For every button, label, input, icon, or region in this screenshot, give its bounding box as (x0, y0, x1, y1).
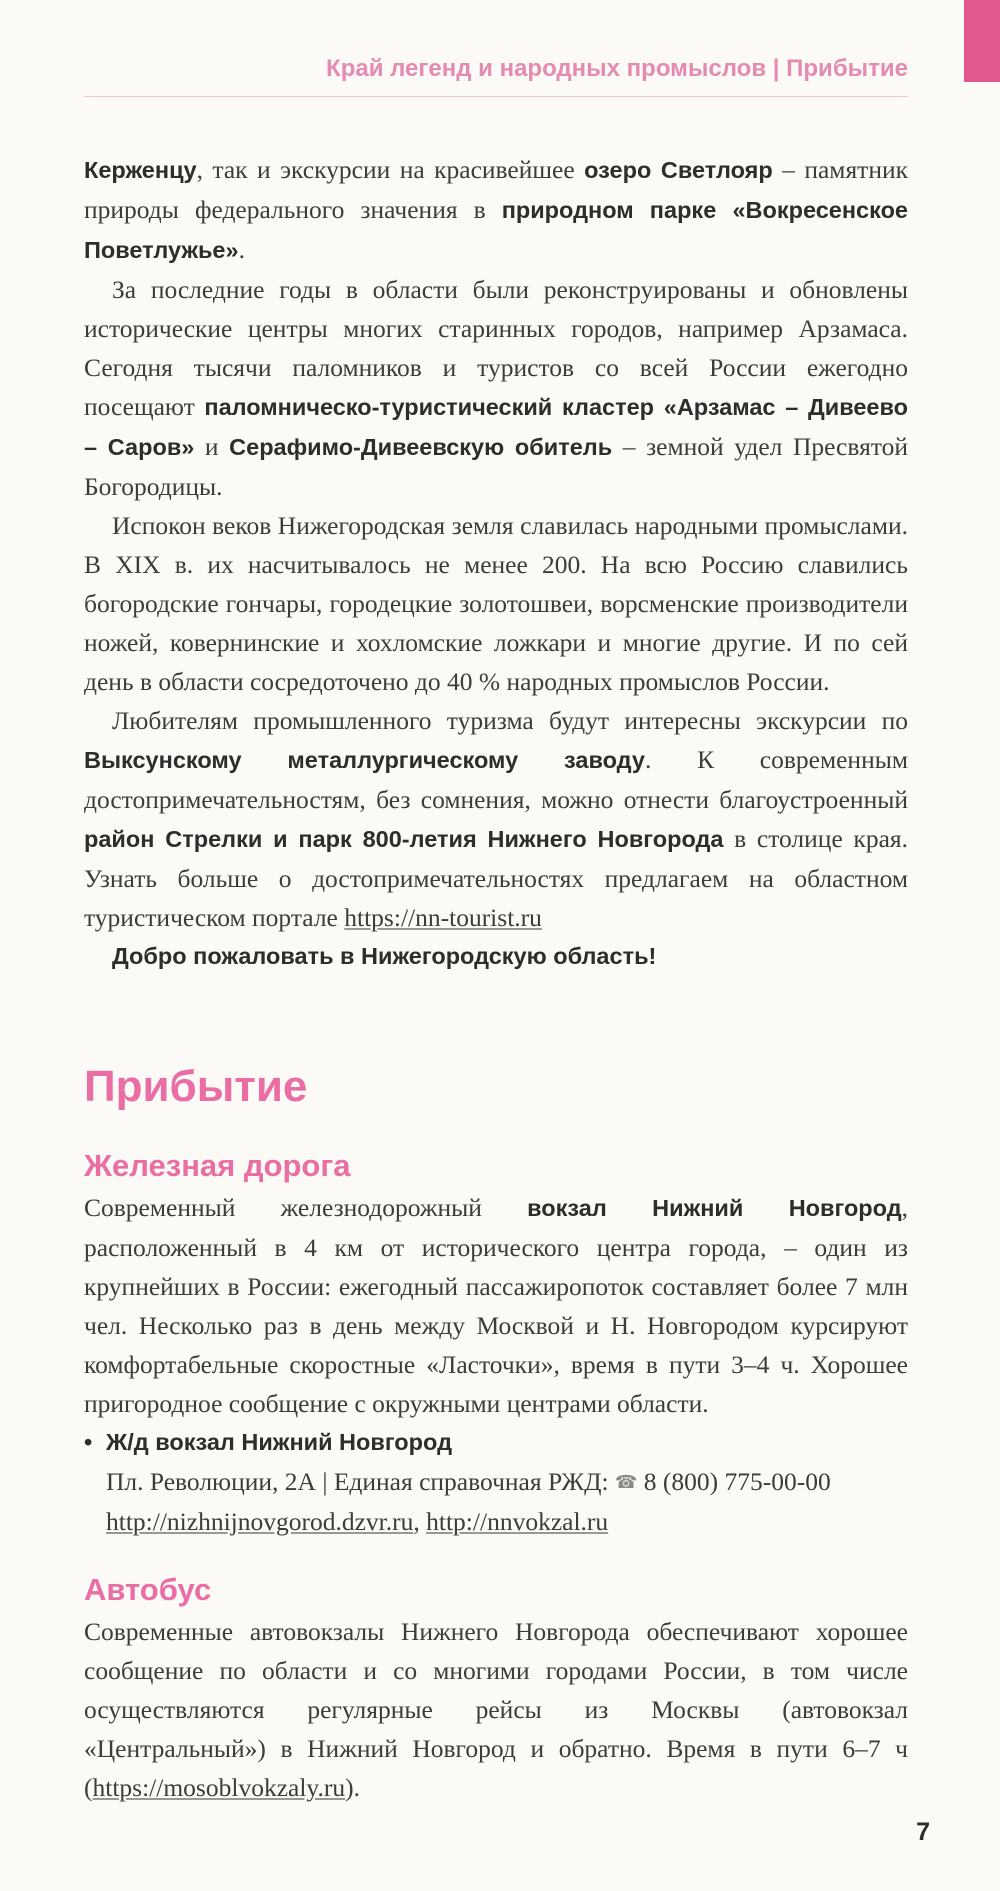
station-links (84, 1502, 908, 1541)
text-run: , так и экскурсии на красивейшее (196, 155, 585, 184)
bold-term: вокзал Нижний Новгород (527, 1195, 902, 1221)
running-header: Край легенд и народных промыслов | Прибытие (326, 55, 908, 82)
bold-term: Серафимо-Дивеевскую обитель (229, 434, 613, 460)
rail-section (84, 1148, 908, 1541)
welcome-line: Добро пожаловать в Нижегородскую область! (112, 943, 657, 969)
text-run: в столице края. Узнать больше о достопримечательностях предлагаем на областном туристическом портале (84, 824, 908, 932)
intro-paragraph-1 (84, 150, 908, 270)
text-run: . (238, 235, 245, 264)
text-run: Испокон веков Нижегородская земля славилась народными промыслами. В XIX в. их насчитывалось не менее 200. На всю Россию славились богородские гончары, городецкие золотошвеи, ворсменские производители ножей, ковернинские и хохломские ложкари и многие другие. И по сей день в области сосредоточено до 40 % народных промыслов России. (84, 511, 908, 696)
intro-paragraph-3 (84, 506, 908, 701)
intro-paragraph-2 (84, 270, 908, 506)
bullet-dot: • (84, 1429, 93, 1455)
station-link-2[interactable]: http://nnvokzal.ru (426, 1507, 609, 1536)
rail-paragraph (84, 1188, 908, 1423)
station-link-1[interactable]: http://nizhnijnovgorod.dzvr.ru (106, 1507, 414, 1536)
bold-term: озеро Светлояр (584, 157, 773, 183)
phone-icon: ☎ (614, 1472, 638, 1493)
text-run: – памятник природы федерального значения в (84, 155, 908, 224)
bold-term: паломническо-туристический кластер «Арзамас – Дивеево – Саров» (84, 394, 908, 460)
bus-section (84, 1572, 908, 1807)
bus-heading: Автобус (84, 1572, 212, 1607)
bold-term: район Стрелки и парк 800-летия Нижнего Новгорода (84, 826, 724, 852)
header-divider (84, 96, 908, 97)
station-address: Пл. Революции, 2А | Единая справочная РЖД: (106, 1467, 609, 1496)
text-run: ). (345, 1773, 360, 1802)
web-link[interactable]: https://mosoblvokzaly.ru (92, 1773, 346, 1802)
text-run: Современный железнодорожный (84, 1193, 528, 1222)
text-run: Любителям промышленного туризма будут интересны экскурсии по (112, 706, 908, 735)
station-contact (84, 1462, 908, 1502)
text-run: Современные автовокзалы Нижнего Новгорода обеспечивают хорошее сообщение по области и со многими городами России, в том числе осуществляются регулярные рейсы из Москвы (автовокзал «Центральный») в Нижний Новгород и обратно. Время в пути 6–7 ч ( (84, 1617, 908, 1802)
text-run: За последние годы в области были реконструированы и обновлены исторические центры многих старинных городов, например Арзамаса. Сегодня тысячи паломников и туристов со всей России ежегодно посещают (84, 275, 908, 421)
intro-paragraph-4 (84, 701, 908, 937)
station-phone: 8 (800) 775-00-00 (643, 1467, 831, 1496)
text-run: – земной удел Пресвятой Богородицы. (84, 432, 909, 501)
text-run: и (194, 432, 230, 461)
bus-paragraph (84, 1612, 908, 1807)
web-link[interactable]: https://nn-tourist.ru (344, 903, 542, 932)
bold-term: Керженцу (84, 157, 197, 183)
intro-section (84, 150, 908, 976)
text-run: , расположенный в 4 км от исторического центра города, – один из крупнейших в России: ежегодный пассажиропоток составляет более 7 млн чел. Несколько раз в день между Москвой и Н. Новгородом курсируют комфортабельные скоростные «Ласточки», время в пути 3–4 ч. Хорошее пригородное сообщение с окружными центрами области. (84, 1193, 908, 1418)
section-tab-marker (964, 0, 1000, 82)
station-bullet (84, 1423, 908, 1462)
page-number: 7 (916, 1818, 930, 1846)
station-name: Ж/д вокзал Нижний Новгород (106, 1429, 452, 1455)
bold-term: Выксунскому металлургическому заводу (84, 747, 645, 773)
link-separator: , (413, 1507, 427, 1536)
text-run: . К современным достопримечательностям, без сомнения, можно отнести благоустроенный (84, 745, 908, 814)
arrival-heading: Прибытие (84, 1062, 308, 1111)
bold-term: природном парке «Вокресенское Поветлужье» (84, 197, 908, 263)
rail-heading: Железная дорога (84, 1148, 351, 1183)
